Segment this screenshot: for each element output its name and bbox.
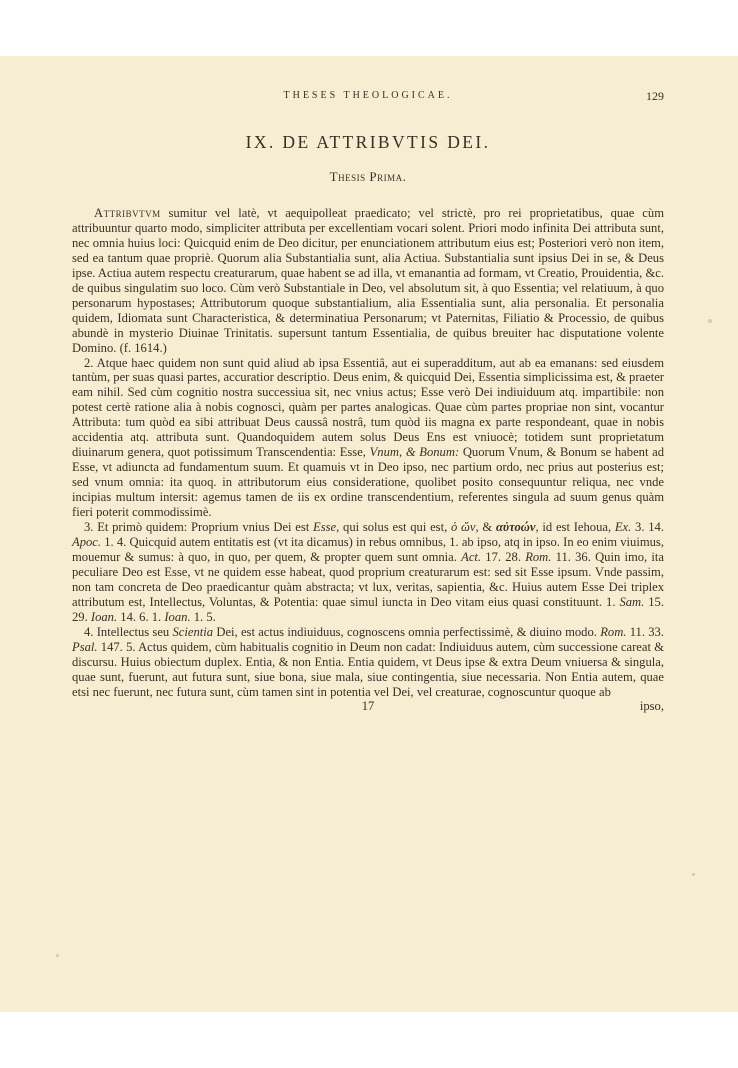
italic-run: Scientia <box>172 624 214 639</box>
catchword: ipso, <box>639 699 664 714</box>
italic-run: Act. <box>461 549 482 564</box>
thesis-title-text: Thesis Prima. <box>329 169 407 184</box>
text-run: 1. 5. <box>190 609 216 624</box>
italic-bold-run: αὐτοών <box>495 520 536 535</box>
italic-run: Rom. <box>525 549 552 564</box>
italic-run: Sam. <box>619 594 645 609</box>
chapter-title: IX. DE ATTRIBVTIS DEI. <box>245 132 491 152</box>
text-run: Quorum Vnum, & Bonum se habent ad Esse, vt adiuncta ad fundamentum suum. Et quamuis vt in Deo ipso, nec partium ordo, nec prius aut posterius est; sed vnum omnia: ita quoq. in attributorum eius consideratione, quolibet posito consequuntur reliqua, nec vnde incipias multum intersit: agemus tamen de iis ex ordine transcendentium, referentes singula ad suum genus quàm fieri poterit commodissimè. <box>72 445 665 520</box>
paper-speck <box>708 319 712 323</box>
text-run: 11. 33. <box>626 624 664 639</box>
text-run: sumitur vel latè, vt aequipolleat praedicato; vel strictè, pro rei proprietatibus, quae cùm attribuuntur quarto modo, simpliciter attributa per excellentiam vocari solent. Priori modo infinita Dei attributa sunt, nec omnia huius loci: Quicquid enim de Deo dicitur, per enunciationem attributum eius est; Posteriori verò non item, sed ea tantum quae propriè. Quorum alia Substantialia sunt, alia Actiua. Substantialia sunt ipsius Dei in se, & Deus ipse. Actiua autem respectu creaturarum, quae habent se ad illa, vt emanantia ad formam, vt Creatio, Prouidentia, &c. de quibus singulatim suo loco. Cùm verò Substantiale in Deo, vel absolutum sit, à quo Essentia; vel relatiuum, à quo personarum hypostases; Attributorum quoque substantialium, alia Essentialia sunt, alia personalia. Et personalia quidem, Idiomata sunt Characteristica, & determinatiua Personarum; vt Paternitas, Filiatio & Processio, de quibus abundè in mysterio Diuinae Trinitatis. supersunt tantum Essentialia, de quibus breuiter hac disputatione volente Domino. (f. 1614.) <box>72 206 664 355</box>
body-text <box>72 206 664 699</box>
text-run: 4. Intellectus seu <box>84 624 173 639</box>
paper-speck <box>56 954 59 957</box>
page-content <box>72 90 664 715</box>
italic-run: ὁ ὤν <box>450 520 476 535</box>
italic-run: Rom. <box>600 624 627 639</box>
paragraph <box>72 206 664 356</box>
text-run: 14. 6. 1. <box>117 609 165 624</box>
text-run: , <box>399 445 406 460</box>
italic-run: Vnum <box>369 445 399 460</box>
page-footer <box>72 699 664 715</box>
paragraph <box>72 356 664 520</box>
page-number: 129 <box>646 89 664 103</box>
italic-run: Psal. <box>72 639 98 654</box>
text-run: 17. 28. <box>481 549 526 564</box>
italic-run: Ioan. <box>90 609 118 624</box>
running-head-title: THESES THEOLOGICAE. <box>283 90 453 101</box>
italic-run: Ioan. <box>164 609 191 624</box>
thesis-title <box>72 169 664 185</box>
text-run: 3. 14. <box>631 520 664 535</box>
text-run: 1. 4. Quicquid autem entitatis est (vt ita dicamus) in rebus omnibus, 1. ab ipso, atq in ipso. In eo enim viuimus, mouemur & sumus: à quo, in quo, per quem, & propter quem sunt omnia. <box>72 534 664 564</box>
small-caps-run: Attribvtvm <box>94 206 161 220</box>
italic-run: & Bonum: <box>405 445 460 460</box>
paper-speck <box>692 873 695 876</box>
signature-mark: 17 <box>361 699 375 714</box>
italic-run: Ex. <box>614 520 632 535</box>
text-run: , qui solus est qui est, <box>336 520 451 535</box>
text-run: 15. 29. <box>72 594 664 624</box>
text-run: 2. Atque haec quidem non sunt quid aliud ab ipsa Essentiâ, aut ei superadditum, aut ab ea emanans: sed eiusdem tantùm, per suas quasi partes, accuratior descriptio. Deus enim, & quicquid Dei, Essentia simplicissima est, & praeter eam nihil. Sed cùm cognitio nostra successiua sit, nec vnius actus; Esse verò Dei indiuiduum atq. impartibile: non potest certè ratione alia à nobis cognosci, quàm per partes analogicas. Quae cùm partes propriae non sint, vocantur Attributa: tum quòd ea sibi attribuat Deus caussâ nostrâ, tum quòd iis magna ex parte respondeant, quae in nobis accidentia atq. attributa sunt. Quandoquidem autem solus Deus Ens est vniuocè; totidem sunt proprietatum diuinarum genera, quot potissimum Transcendentia: Esse, <box>72 355 664 460</box>
text-run: 147. 5. Actus quidem, cùm habitualis cognitio in Deum non cadat: Indiuiduus autem, cùm successione careat & discursu. Huius obiectum duplex. Entia, & non Entia. Entia quidem, vt Deus ipse & extra Deum vniuersa & singula, quae sunt, fuerunt, aut futura sunt, siue bona, siue mala, siue contingentia, siue necessaria. Non Entia autem, quae etsi nec fuerunt, nec futura sunt, cùm tamen sint in potentia vel Dei, vel creaturae, cognoscuntur quoque ab <box>72 639 664 699</box>
text-run: , id est Iehoua, <box>535 520 615 535</box>
paragraph <box>72 520 664 625</box>
running-head <box>72 90 664 106</box>
text-run: 3. Et primò quidem: Proprium vnius Dei est <box>84 520 314 535</box>
text-run: 11. 36. Quin imo, ita peculiare Deo est Esse, vt ne quidem esse habeat, quod proprium creaturarum est: sed sit Esse ipsum. Vnde passim, non tam concreta de Deo praedicantur quàm abstracta; vt lux, veritas, sapientia, &c. Huius autem Esse Dei triplex attributum est, Intellectus, Voluntas, & Potentia: quae simul iuncta in Deo vitam eius quasi constituunt. 1. <box>72 549 665 609</box>
text-run: , & <box>475 520 496 535</box>
italic-run: Apoc. <box>72 534 102 549</box>
paragraph <box>72 625 664 700</box>
text-run: Dei, est actus indiuiduus, cognoscens omnia perfectissimè, & diuino modo. <box>213 624 601 639</box>
italic-run: Esse <box>313 520 337 535</box>
